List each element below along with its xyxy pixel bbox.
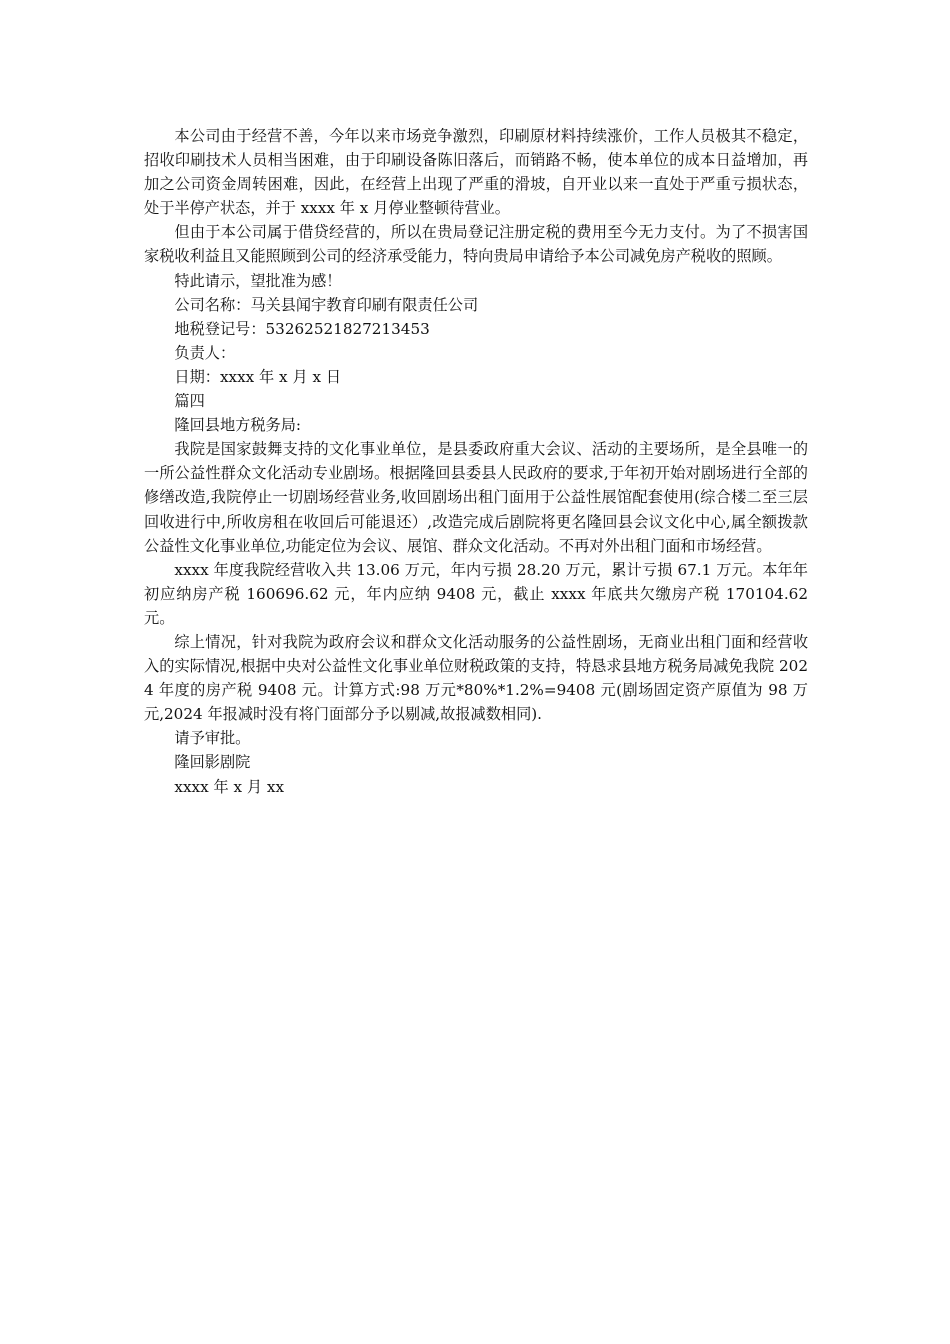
tax-registration-line: 地税登记号：53262521827213453 <box>174 319 430 338</box>
paragraph-theater-background: 我院是国家鼓舞支持的文化事业单位，是县委政府重大会议、活动的主要场所，是全县唯一的一所公益性群众文化活动专业剧场。根据隆回县委县人民政府的要求,于年初开始对剧场进行全部的修缮改造,我院停止一切剧场经营业务,收回剧场出租门面用于公益性展馆配套使用(综合楼二至三层回收进行中,所收房租在收回后可能退还）,改造完成后剧院将更名隆回县会议文化中心,属全额拨款公益性文化事业单位,功能定位为会议、展馆、群众文化活动。不再对外出租门面和市场经营。 <box>144 440 808 555</box>
section-heading: 篇四 <box>174 392 205 411</box>
signature-date: xxxx 年 x 月 xx <box>174 777 285 796</box>
company-name-line: 公司名称：马关县闻宇教育印刷有限责任公司 <box>174 295 479 314</box>
paragraph-tax-relief-request: 但由于本公司属于借贷经营的，所以在贵局登记注册定税的费用至今无力支付。为了不损害国家税收利益且又能照顾到公司的经济承受能力，特向贵局申请给予本公司减免房产税收的照顾。 <box>144 223 808 266</box>
recipient-line: 隆回县地方税务局: <box>174 416 302 435</box>
signature-organization: 隆回影剧院 <box>174 753 251 772</box>
paragraph-business-decline: 本公司由于经营不善，今年以来市场竞争激烈，印刷原材料持续涨价，工作人员极其不稳定，招收印刷技术人员相当困难，由于印刷设备陈旧落后，而销路不畅，使本单位的成本日益增加，再加之公司资金周转困难，因此，在经营上出现了严重的滑坡，自开业以来一直处于严重亏损状态，处于半停产状态，并于 xxxx 年 x 月停业整顿待营业。 <box>144 127 808 218</box>
date-line: 日期：xxxx 年 x 月 x 日 <box>174 367 342 386</box>
document-body <box>144 124 808 799</box>
paragraph-exemption-request: 综上情况，针对我院为政府会议和群众文化活动服务的公益性剧场，无商业出租门面和经营收入的实际情况,根据中央对公益性文化事业单位财税政策的支持，特恳求县地方税务局减免我院 2024 年度的房产税 9408 元。计算方式:98 万元*80%*1.2%=9408 元(剧场固定资产原值为 98 万元,2024 年报减时没有将门面部分予以剔减,故报减数相同). <box>144 632 808 724</box>
paragraph-financial-status: xxxx 年度我院经营收入共 13.06 万元，年内亏损 28.20 万元，累计亏损 67.1 万元。本年年初应纳房产税 160696.62 元，年内应纳 9408 元，截止 xxxx 年底共欠缴房产税 170104.62 元。 <box>144 560 808 627</box>
approval-request-line: 请予审批。 <box>174 729 251 748</box>
responsible-person-line: 负责人： <box>174 343 236 362</box>
paragraph-closing-request: 特此请示，望批准为感！ <box>174 271 342 290</box>
